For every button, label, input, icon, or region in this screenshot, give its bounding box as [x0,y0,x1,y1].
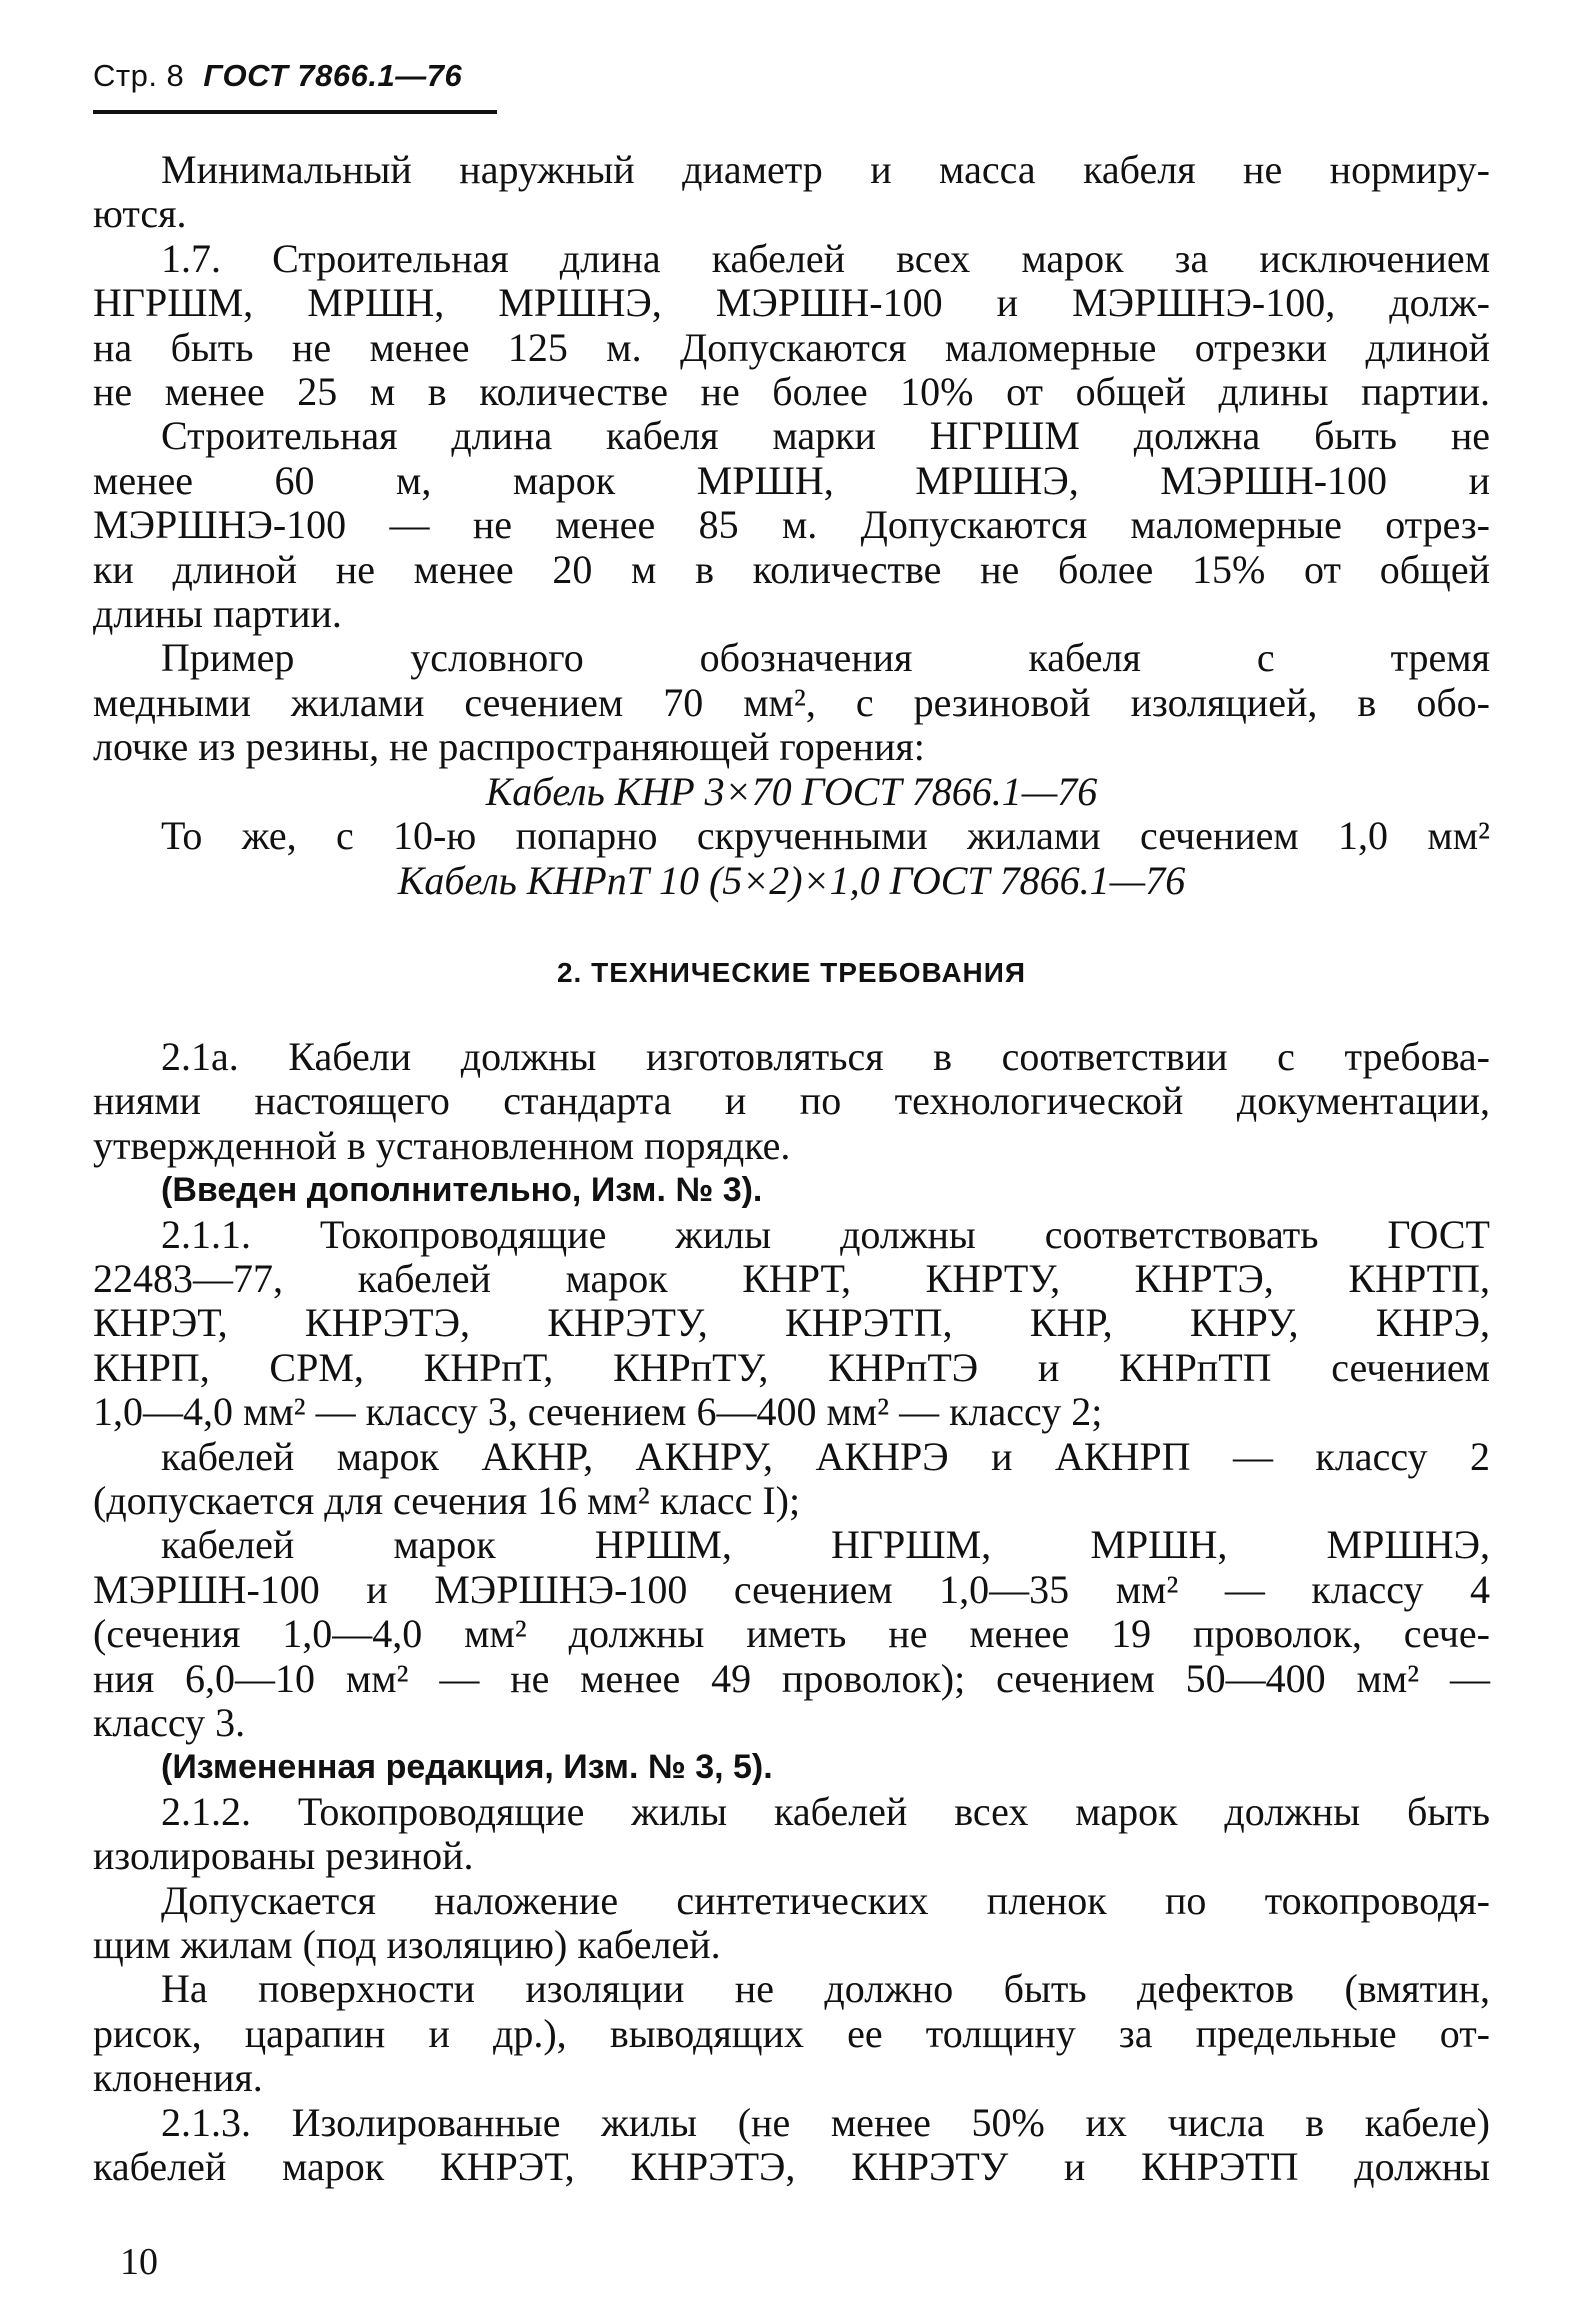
example-line: медными жилами сечением 70 мм², с резиновой изоляцией, в обо- [93,679,1490,725]
text-line: не менее 25 м в количестве не более 10% от общей длины партии. [93,369,1490,415]
text-line: Допускается наложение синтетических пленок по токопроводя- [161,1877,1490,1923]
text-line: щим жилам (под изоляцию) кабелей. [93,1922,721,1968]
text-line: рисок, царапин и др.), выводящих ее толщину за предельные от- [93,2010,1490,2056]
document-body [93,148,1490,2189]
text-line: ки длиной не менее 20 м в количестве не более 15% от общей [93,546,1490,592]
text-line: изолированы резиной. [93,1833,474,1879]
amendment-note: (Введен дополнительно, Изм. № 3). [161,1171,763,1210]
text-line: кабелей марок КНРЭТ, КНРЭТЭ, КНРЭТУ и КНРЭТП должны [93,2144,1490,2190]
text-line: 2.1а. Кабели должны изготовляться в соответствии с требова- [161,1033,1490,1079]
text-line: ниями настоящего стандарта и по технологической документации, [93,1078,1490,1124]
text-line: утвержденной в установленном порядке. [93,1122,791,1168]
standard-number: ГОСТ 7866.1—76 [203,58,463,93]
amendment-note: (Измененная редакция, Изм. № 3, 5). [161,1748,773,1787]
text-line: 1,0—4,0 мм² — классу 3, сечением 6—400 мм² — классу 2; [93,1389,1103,1435]
text-line: МЭРШНЭ-100 — не менее 85 м. Допускаются маломерные отрез- [93,502,1490,548]
text-line: 2.1.1. Токопроводящие жилы должны соответствовать ГОСТ [161,1211,1490,1257]
example-line: То же, с 10-ю попарно скрученными жилами сечением 1,0 мм² [161,813,1490,859]
text-line: КНРП, СРМ, КНРпТ, КНРпТУ, КНРпТЭ и КНРпТП сечением [93,1344,1490,1390]
example-line: Пример условного обозначения кабеля с тремя [161,635,1490,681]
text-line: классу 3. [93,1700,246,1745]
text-line: клонения. [93,2055,263,2101]
text-line: на быть не менее 125 м. Допускаются маломерные отрезки длиной [93,324,1490,370]
text-line: 1.7. Строительная длина кабелей всех марок за исключением [161,235,1490,281]
text-line: (допускается для сечения 16 мм² класс I); [93,1477,801,1523]
text-line: 2.1.3. Изолированные жилы (не менее 50% их числа в кабеле) [161,2099,1490,2145]
text-line: кабелей марок АКНР, АКНРУ, АКНРЭ и АКНРП — классу 2 [161,1433,1490,1479]
text-line: кабелей марок НРШМ, НГРШМ, МРШН, МРШНЭ, [161,1522,1490,1568]
example-line: лочке из резины, не распространяющей горения: [93,724,925,770]
page-header [93,58,462,94]
text-line: ния 6,0—10 мм² — не менее 49 проволок); сечением 50—400 мм² — [93,1655,1490,1701]
text-line: МЭРШН-100 и МЭРШНЭ-100 сечением 1,0—35 мм² — классу 4 [93,1566,1490,1612]
text-line: (сечения 1,0—4,0 мм² должны иметь не менее 19 проволок, сече- [93,1611,1490,1657]
example-designation: Кабель КНРпТ 10 (5×2)×1,0 ГОСТ 7866.1—76 [397,857,1186,903]
page-label: Стр. 8 [93,58,185,93]
text-line: менее 60 м, марок МРШН, МРШНЭ, МЭРШН-100 и [93,457,1490,503]
text-line: 2.1.2. Токопроводящие жилы кабелей всех марок должны быть [161,1788,1490,1834]
text-line: Минимальный наружный диаметр и масса кабеля не нормиру- [161,147,1490,192]
section-title: 2. ТЕХНИЧЕСКИЕ ТРЕБОВАНИЯ [556,956,1027,988]
page-number: 10 [120,2241,158,2283]
example-designation: Кабель КНР 3×70 ГОСТ 7866.1—76 [485,768,1098,814]
text-line: ются. [93,191,187,237]
text-line: Строительная длина кабеля марки НГРШМ должна быть не [161,413,1490,459]
text-line: НГРШМ, МРШН, МРШНЭ, МЭРШН-100 и МЭРШНЭ-100, долж- [93,280,1490,326]
header-rule [93,110,497,114]
text-line: длины партии. [93,591,342,637]
text-line: На поверхности изоляции не должно быть дефектов (вмятин, [161,1966,1490,2012]
text-line: 22483—77, кабелей марок КНРТ, КНРТУ, КНРТЭ, КНРТП, [93,1255,1490,1301]
text-line: КНРЭТ, КНРЭТЭ, КНРЭТУ, КНРЭТП, КНР, КНРУ, КНРЭ, [93,1300,1490,1346]
